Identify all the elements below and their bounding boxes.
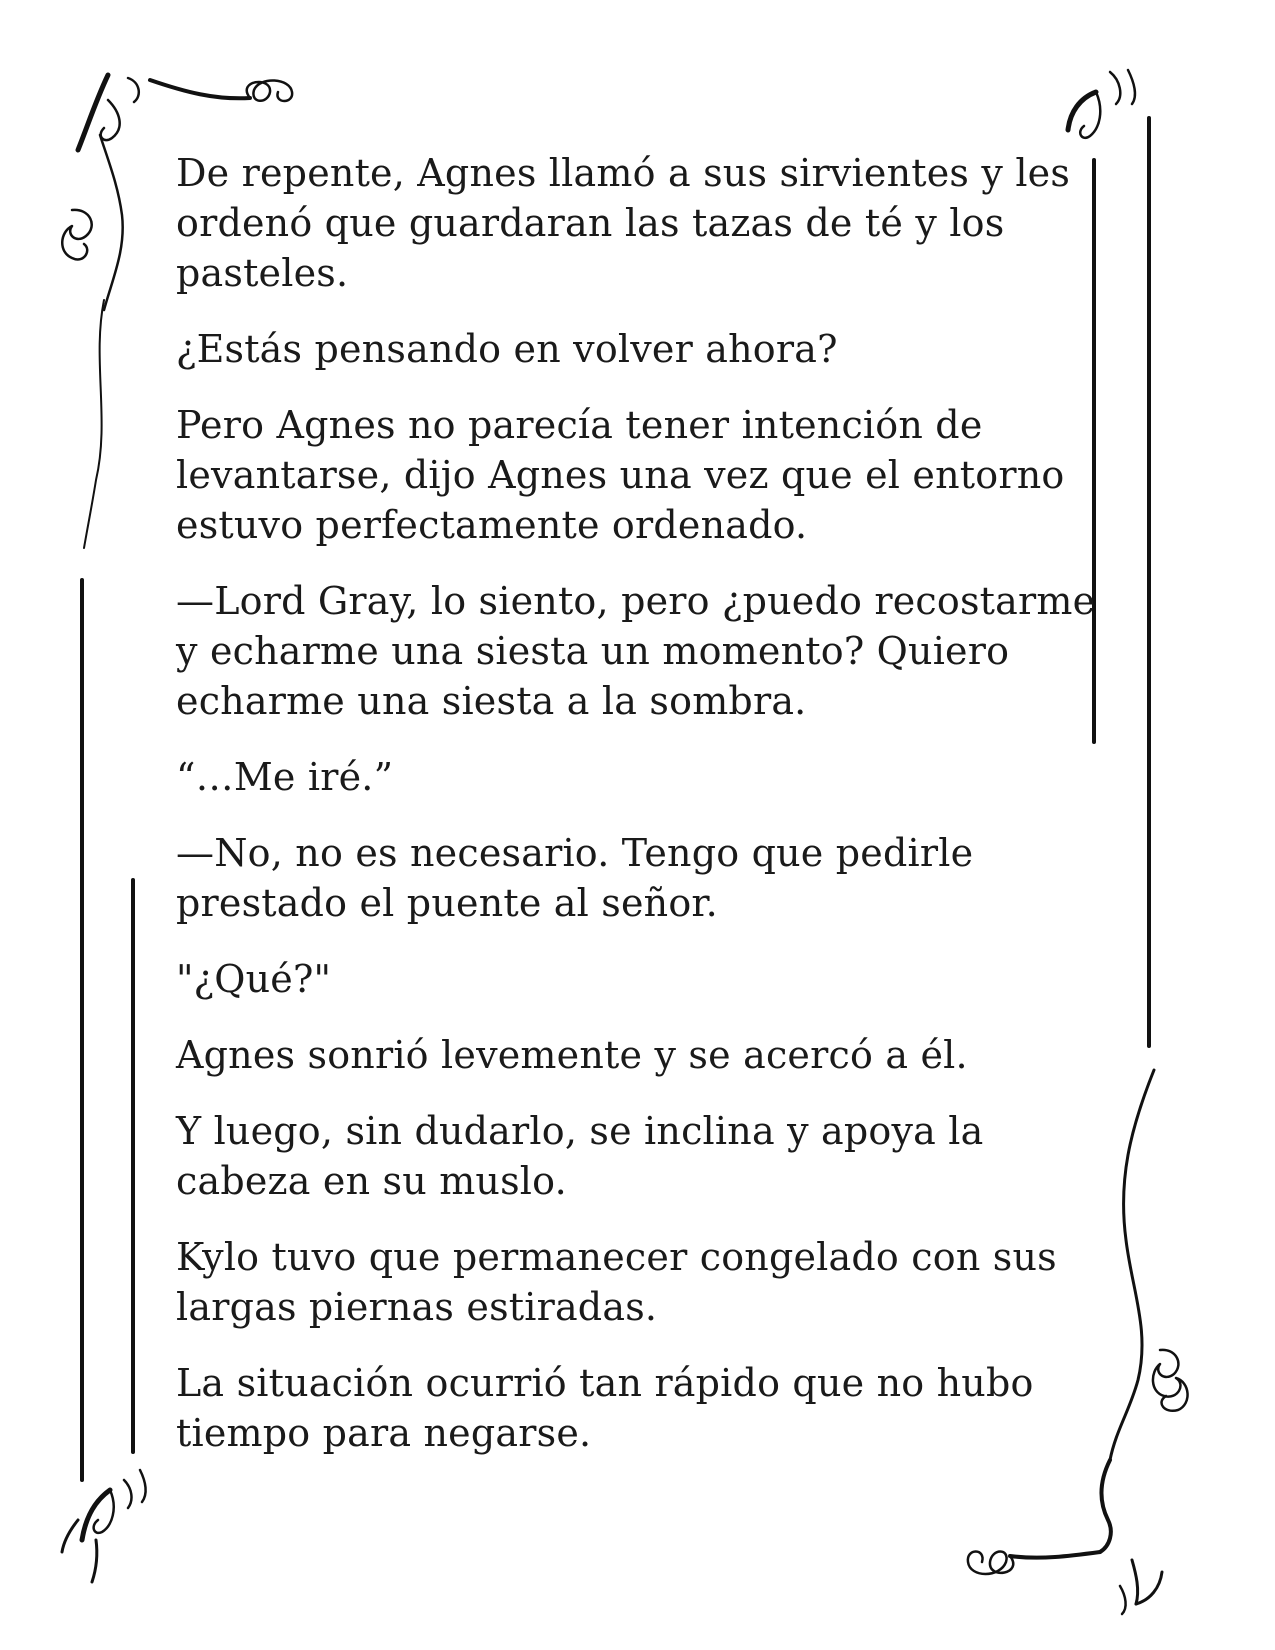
paragraph: Pero Agnes no parecía tener intención de levantarse, dijo Agnes una vez que el entorno estuvo perfectamente ordenado.	[176, 403, 1065, 547]
paragraph: De repente, Agnes llamó a sus sirvientes y les ordenó que guardaran las tazas de té y los pasteles.	[176, 151, 1071, 295]
paragraph: Agnes sonrió levemente y se acercó a él.	[176, 1033, 968, 1077]
paragraph: “…Me iré.”	[176, 755, 394, 799]
paragraph: La situación ocurrió tan rápido que no hubo tiempo para negarse.	[176, 1361, 1034, 1455]
paragraph: Kylo tuvo que permanecer congelado con sus largas piernas estiradas.	[176, 1235, 1057, 1329]
body-text	[176, 148, 1106, 1484]
paragraph: ¿Estás pensando en volver ahora?	[176, 327, 838, 371]
paragraph: —No, no es necesario. Tengo que pedirle prestado el puente al señor.	[176, 831, 974, 925]
bottom-left-flourish-ornament	[62, 1470, 146, 1582]
paragraph: Y luego, sin dudarlo, se inclina y apoya la cabeza en su muslo.	[176, 1109, 984, 1203]
paragraph: —Lord Gray, lo siento, pero ¿puedo recostarme y echarme una siesta un momento? Quiero echarme una siesta a la sombra.	[176, 579, 1096, 723]
paragraph: "¿Qué?"	[176, 957, 332, 1001]
